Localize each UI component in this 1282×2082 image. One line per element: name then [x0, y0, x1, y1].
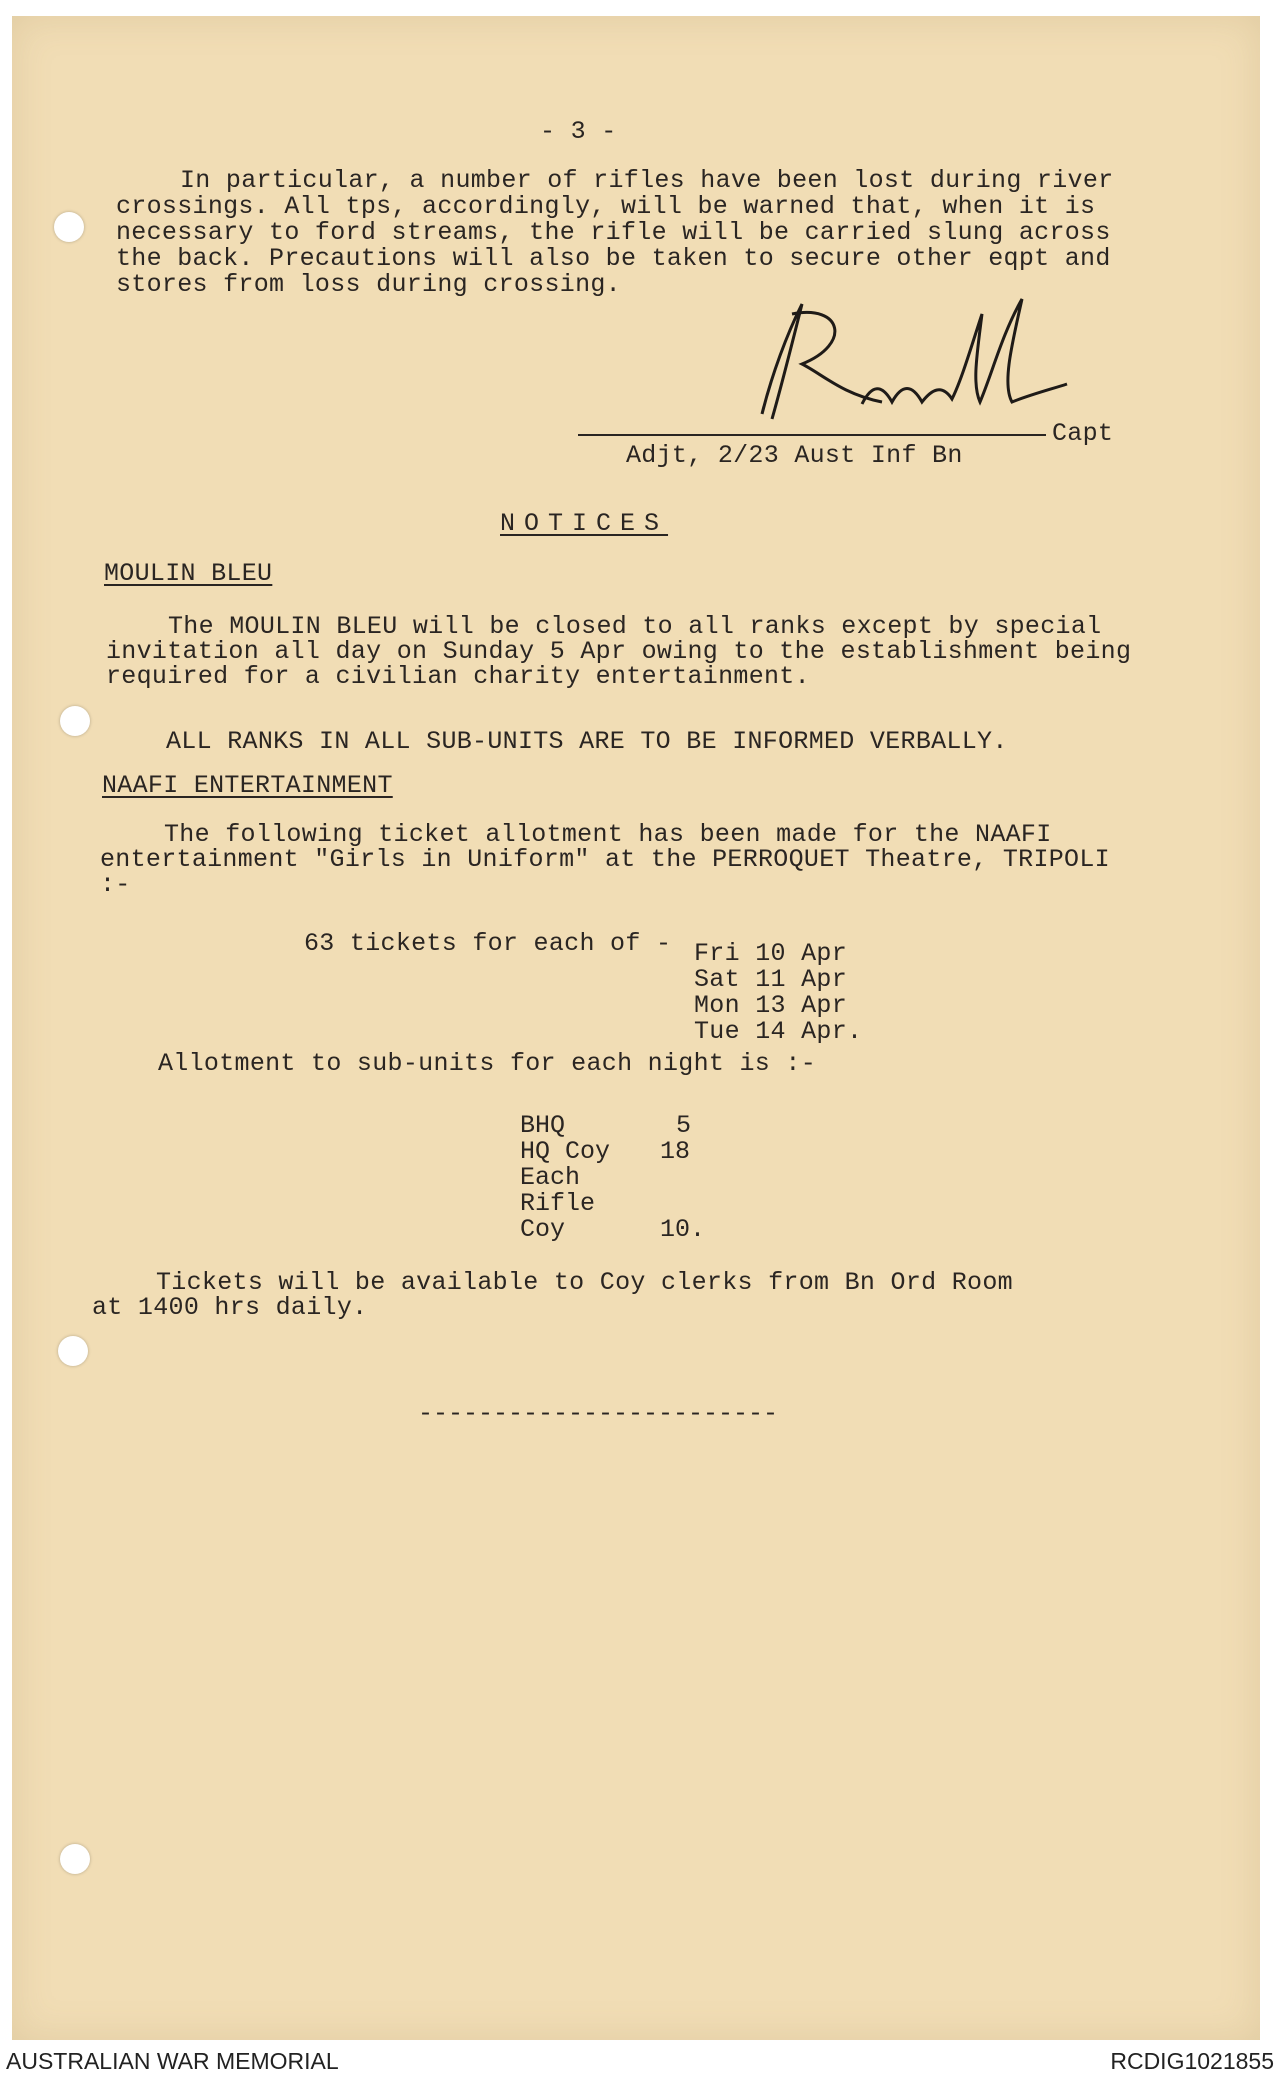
intro-paragraph: In particular, a number of rifles have been lost during river crossings. All tps, accordingly, will be warned that, when it is necessary to ford streams, the rifle will be carried slung across the back. Precautions will also be taken to secure other eqpt and stores from loss during crossing.	[116, 166, 1114, 299]
tickets-line: 63 tickets for each of -	[304, 929, 672, 958]
allotment-count: 5	[676, 1111, 692, 1140]
footer-left: AUSTRALIAN WAR MEMORIAL	[6, 2048, 339, 2074]
signatory-title: Adjt, 2/23 Aust Inf Bn	[626, 441, 963, 470]
allotment-unit: Each	[520, 1163, 581, 1192]
punch-hole	[60, 1844, 90, 1874]
allotment-intro: Allotment to sub-units for each night is :-	[158, 1049, 817, 1078]
moulin-bleu-heading: MOULIN BLEU	[104, 559, 273, 588]
footer-right: RCDIG1021855	[1110, 2048, 1274, 2074]
signature-line	[578, 434, 1046, 436]
naafi-heading: NAAFI ENTERTAINMENT	[102, 771, 393, 800]
punch-hole	[60, 706, 90, 736]
page-number: - 3 -	[540, 117, 617, 146]
signature-image	[732, 284, 1072, 434]
punch-hole	[54, 212, 84, 242]
allotment-unit: HQ Coy	[520, 1137, 611, 1166]
moulin-bleu-instruction: ALL RANKS IN ALL SUB-UNITS ARE TO BE INFORMED VERBALLY.	[166, 727, 1008, 756]
moulin-bleu-paragraph: The MOULIN BLEU will be closed to all ranks except by special invitation all day on Sunday 5 Apr owing to the establishment being required for a civilian charity entertainment.	[106, 612, 1132, 691]
naafi-paragraph: The following ticket allotment has been made for the NAAFI entertainment "Girls in Uniform" at the PERROQUET Theatre, TRIPOLI :-	[100, 820, 1110, 899]
allotment-count: 10.	[660, 1215, 706, 1244]
notices-heading: NOTICES	[500, 509, 669, 538]
allotment-count: 18	[660, 1137, 691, 1166]
punch-hole	[58, 1336, 88, 1366]
signatory-rank: Capt	[1052, 419, 1114, 448]
allotment-unit: Coy	[520, 1215, 566, 1244]
date-item: Tue 14 Apr.	[694, 1017, 863, 1046]
allotment-unit: BHQ	[520, 1111, 566, 1140]
date-item: Fri 10 Apr	[694, 939, 848, 968]
document-page	[12, 16, 1260, 2040]
naafi-closing: Tickets will be available to Coy clerks from Bn Ord Room at 1400 hrs daily.	[92, 1268, 1013, 1322]
end-rule: ------------------------	[418, 1399, 779, 1428]
date-item: Mon 13 Apr	[694, 991, 848, 1020]
allotment-unit: Rifle	[520, 1189, 596, 1218]
date-item: Sat 11 Apr	[694, 965, 848, 994]
